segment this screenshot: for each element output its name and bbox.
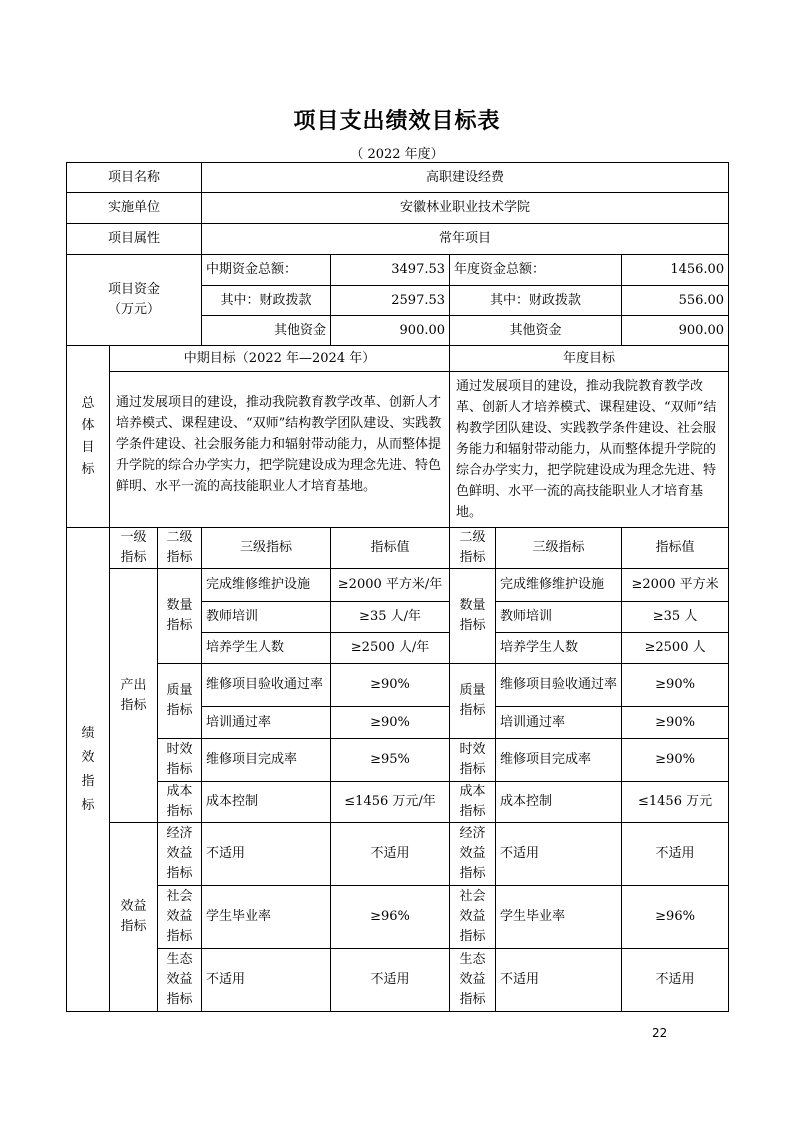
performance-target-table <box>66 162 729 1012</box>
year-indicator-name: 维修项目完成率 <box>496 739 622 782</box>
indicator-name: 成本控制 <box>202 782 331 823</box>
quality-indicator-label: 质量指标 <box>158 664 202 739</box>
year-ecological-indicator-label: 生态效益指标 <box>450 949 496 1012</box>
indicator-value: ≥90% <box>331 707 450 739</box>
project-funds-label-line2: （万元） <box>108 302 161 317</box>
year-quality-indicator-label: 质量指标 <box>450 664 496 739</box>
indicator-name: 维修项目完成率 <box>202 739 331 782</box>
level3-header: 三级指标 <box>202 528 331 569</box>
year-indicator-name: 不适用 <box>496 823 622 886</box>
indicator-name: 学生毕业率 <box>202 886 331 949</box>
year-level2-header: 二级指标 <box>450 528 496 569</box>
year-level3-header: 三级指标 <box>496 528 622 569</box>
year-indicator-value: ≥35 人 <box>622 602 729 633</box>
indicator-name: 培养学生人数 <box>202 633 331 664</box>
year-economic-indicator-label: 经济效益指标 <box>450 823 496 886</box>
year-indicator-name: 不适用 <box>496 949 622 1012</box>
indicator-value: 不适用 <box>331 949 450 1012</box>
mid-total-value: 3497.53 <box>331 255 450 286</box>
year-indicator-value: ≥90% <box>622 739 729 782</box>
performance-side-label: 绩效指标 <box>67 528 110 1012</box>
indicator-value: ≥2500 人/年 <box>331 633 450 664</box>
indicator-value: ≤1456 万元/年 <box>331 782 450 823</box>
year-cost-indicator-label: 成本指标 <box>450 782 496 823</box>
mid-total-label: 中期资金总额： <box>202 255 331 286</box>
indicator-value: ≥35 人/年 <box>331 602 450 633</box>
year-indicator-name: 培养学生人数 <box>496 633 622 664</box>
year-indicator-name: 培训通过率 <box>496 707 622 739</box>
year-indicator-value: 不适用 <box>622 949 729 1012</box>
value-header: 指标值 <box>331 528 450 569</box>
year-indicator-value: ≥96% <box>622 886 729 949</box>
year-indicator-name: 维修项目验收通过率 <box>496 664 622 707</box>
year-total-label: 年度资金总额： <box>450 255 622 286</box>
year-indicator-value: ≥90% <box>622 664 729 707</box>
benefit-indicator-label: 效益指标 <box>110 823 158 1012</box>
year-indicator-name: 成本控制 <box>496 782 622 823</box>
economic-indicator-label: 经济效益指标 <box>158 823 202 886</box>
project-funds-label <box>67 255 202 346</box>
mid-goal-text: 通过发展项目的建设，推动我院教育教学改革、创新人才培养模式、课程建设、“双师”结构教学团队建设、实践教学条件建设、社会服务能力和辐射带动能力，从而整体提升学院的综合办学实力，把学院建设成为理念先进、特色鲜明、水平一流的高技能职业人才培育基地。 <box>110 372 450 528</box>
year-total-value: 1456.00 <box>622 255 729 286</box>
quantity-indicator-label: 数量指标 <box>158 569 202 664</box>
overall-goal-side-label: 总体目标 <box>67 346 110 528</box>
page-number: 22 <box>652 1026 668 1040</box>
year-indicator-value: ≤1456 万元 <box>622 782 729 823</box>
indicator-name: 不适用 <box>202 823 331 886</box>
year-indicator-value: ≥2500 人 <box>622 633 729 664</box>
year-indicator-name: 完成维修维护设施 <box>496 569 622 602</box>
year-timeliness-indicator-label: 时效指标 <box>450 739 496 782</box>
year-fiscal-label: 其中：财政拨款 <box>450 286 622 316</box>
indicator-name: 培训通过率 <box>202 707 331 739</box>
indicator-value: ≥2000 平方米/年 <box>331 569 450 602</box>
cost-indicator-label: 成本指标 <box>158 782 202 823</box>
project-attribute-label: 项目属性 <box>67 224 202 255</box>
indicator-value: 不适用 <box>331 823 450 886</box>
indicator-name: 不适用 <box>202 949 331 1012</box>
year-fiscal-value: 556.00 <box>622 286 729 316</box>
mid-other-label: 其他资金 <box>202 316 331 346</box>
indicator-name: 完成维修维护设施 <box>202 569 331 602</box>
output-indicator-label: 产出指标 <box>110 569 158 823</box>
year-goal-text: 通过发展项目的建设，推动我院教育教学改革、创新人才培养模式、课程建设、“双师”结构教学团队建设、实践教学条件建设、社会服务能力和辐射带动能力，从而整体提升学院的综合办学实力，把学院建设成为理念先进、特色鲜明、水平一流的高技能职业人才培育基地。 <box>450 372 729 528</box>
mid-fiscal-value: 2597.53 <box>331 286 450 316</box>
project-name-value: 高职建设经费 <box>202 163 729 193</box>
project-name-label: 项目名称 <box>67 163 202 193</box>
social-indicator-label: 社会效益指标 <box>158 886 202 949</box>
year-indicator-value: 不适用 <box>622 823 729 886</box>
ecological-indicator-label: 生态效益指标 <box>158 949 202 1012</box>
indicator-value: ≥96% <box>331 886 450 949</box>
year-indicator-name: 教师培训 <box>496 602 622 633</box>
year-quantity-indicator-label: 数量指标 <box>450 569 496 664</box>
page-title: 项目支出绩效目标表 <box>293 109 501 134</box>
indicator-value: ≥90% <box>331 664 450 707</box>
level1-header: 一级指标 <box>110 528 158 569</box>
year-social-indicator-label: 社会效益指标 <box>450 886 496 949</box>
year-indicator-name: 学生毕业率 <box>496 886 622 949</box>
year-goal-header: 年度目标 <box>450 346 729 372</box>
year-subtitle: （ 2022 年度） <box>350 147 444 162</box>
indicator-name: 教师培训 <box>202 602 331 633</box>
level2-header: 二级指标 <box>158 528 202 569</box>
mid-fiscal-label: 其中：财政拨款 <box>202 286 331 316</box>
year-indicator-value: ≥2000 平方米 <box>622 569 729 602</box>
year-other-label: 其他资金 <box>450 316 622 346</box>
mid-other-value: 900.00 <box>331 316 450 346</box>
timeliness-indicator-label: 时效指标 <box>158 739 202 782</box>
mid-goal-header: 中期目标（2022 年—2024 年） <box>110 346 450 372</box>
year-value-header: 指标值 <box>622 528 729 569</box>
project-funds-label-line1: 项目资金 <box>108 282 161 297</box>
year-indicator-value: ≥90% <box>622 707 729 739</box>
year-other-value: 900.00 <box>622 316 729 346</box>
implementing-unit-value: 安徽林业职业技术学院 <box>202 193 729 224</box>
project-attribute-value: 常年项目 <box>202 224 729 255</box>
indicator-value: ≥95% <box>331 739 450 782</box>
implementing-unit-label: 实施单位 <box>67 193 202 224</box>
indicator-name: 维修项目验收通过率 <box>202 664 331 707</box>
